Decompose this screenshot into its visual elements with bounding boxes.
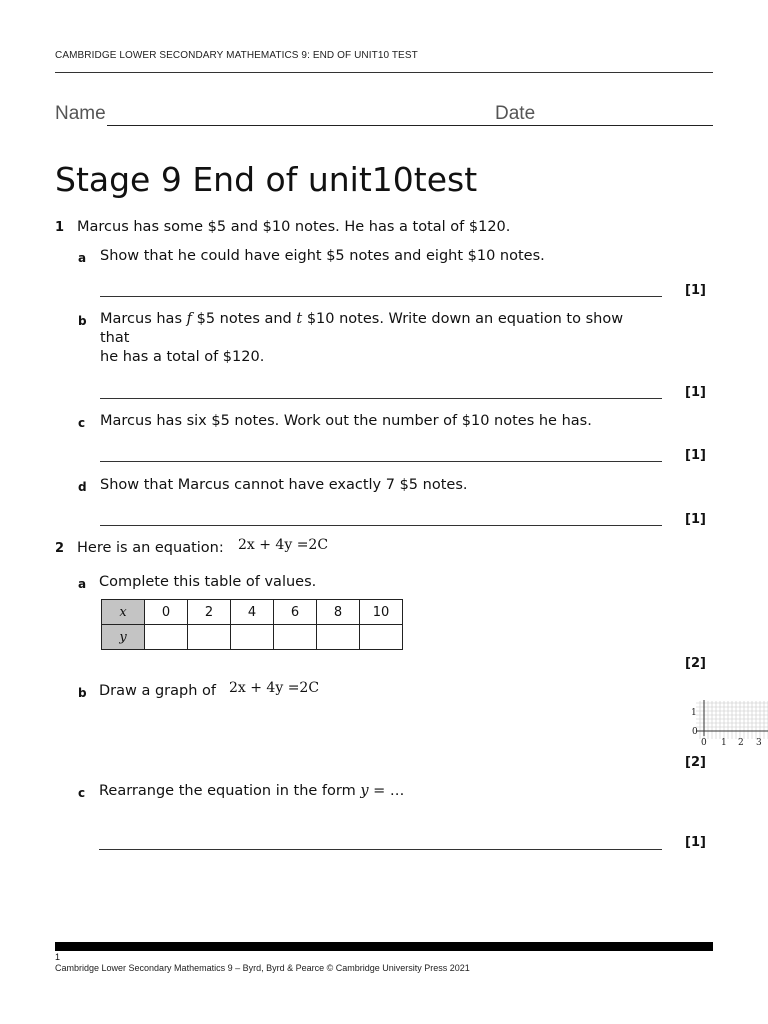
mark-2a: [2] [685,656,706,671]
graph-grid-image [686,699,768,749]
header-rule [55,72,713,73]
question-2-number: 2 [55,541,65,556]
question-2b-letter: b [78,686,87,700]
variable-f: f [186,311,192,327]
table-cell-y[interactable] [231,625,274,650]
question-1d-text: Show that Marcus cannot have exactly 7 $5 notes. [100,477,468,493]
table-cell-y[interactable] [145,625,188,650]
question-1a-letter: a [78,251,87,265]
question-1b-text-5: he has a total of $120. [100,349,265,365]
running-header: CAMBRIDGE LOWER SECONDARY MATHEMATICS 9: END OF UNIT10 TEST [55,50,418,61]
page-title: Stage 9 End of unit10test [55,160,478,199]
name-field[interactable] [107,125,549,126]
answer-line-1c[interactable] [100,461,662,462]
mark-1d: [1] [685,512,706,527]
page-number: 1 [55,952,61,962]
question-1b-text-4: that [100,330,130,346]
answer-line-1b[interactable] [100,398,662,399]
question-1b-letter: b [78,314,87,328]
question-2c-text-1: Rearrange the equation in the form [99,783,356,799]
table-cell-x: 0 [145,600,188,625]
question-1c-letter: c [78,416,86,430]
grid-x-label-2: 2 [738,738,744,748]
question-1b-text [100,310,670,367]
table-cell-x: 4 [231,600,274,625]
answer-line-1d[interactable] [100,525,662,526]
variable-y: y [360,783,369,799]
mark-1a: [1] [685,283,706,298]
table-cell-y[interactable] [360,625,403,650]
question-1a-text: Show that he could have eight $5 notes and eight $10 notes. [100,248,545,264]
grid-x-label-1: 1 [721,738,727,748]
table-cell-x: 10 [360,600,403,625]
question-2-equation: 2x + 4y =2C [238,537,329,553]
table-header-y: y [102,625,145,650]
table-cell-x: 8 [317,600,360,625]
question-2b-equation: 2x + 4y =2C [229,680,320,696]
mark-2b: [2] [685,755,706,770]
table-cell-y[interactable] [317,625,360,650]
name-date-row [55,103,713,129]
question-1b-text-1: Marcus has [100,311,182,327]
name-label: Name [55,103,106,124]
answer-line-1a[interactable] [100,296,662,297]
question-2b-text: Draw a graph of [99,683,217,699]
mark-2c: [1] [685,835,706,850]
question-2-stem: Here is an equation: [77,540,224,556]
question-2c-text [99,782,404,801]
question-2c-text-2: = … [373,783,405,799]
footer-copyright: Cambridge Lower Secondary Mathematics 9 – Byrd, Byrd & Pearce © Cambridge University Press 2021 [55,963,470,973]
grid-y-label-0: 0 [692,727,698,737]
mark-1c: [1] [685,448,706,463]
table-cell-x: 2 [188,600,231,625]
question-2a-text: Complete this table of values. [99,574,317,590]
question-1d-letter: d [78,480,87,494]
grid-y-label-1: 1 [691,708,697,718]
mark-1b: [1] [685,385,706,400]
question-1b-text-2: $5 notes and [196,311,292,327]
question-1c-text: Marcus has six $5 notes. Work out the number of $10 notes he has. [100,413,592,429]
grid-x-label-0: 0 [701,738,707,748]
question-1-stem: Marcus has some $5 and $10 notes. He has a total of $120. [77,219,511,235]
table-cell-y[interactable] [188,625,231,650]
footer-bar [55,942,713,951]
question-2a-letter: a [78,577,87,591]
date-label: Date [495,103,536,124]
table-row-y [102,625,403,650]
table-of-values [101,599,403,650]
table-row-x [102,600,403,625]
answer-line-2c[interactable] [99,849,662,850]
question-1-number: 1 [55,220,65,235]
table-header-x: x [102,600,145,625]
table-cell-x: 6 [274,600,317,625]
variable-t: t [296,311,303,327]
date-field[interactable] [539,125,713,126]
table-cell-y[interactable] [274,625,317,650]
question-2c-letter: c [78,786,86,800]
question-1b-text-3: $10 notes. Write down an equation to show [306,311,624,327]
grid-x-label-3: 3 [756,738,762,748]
